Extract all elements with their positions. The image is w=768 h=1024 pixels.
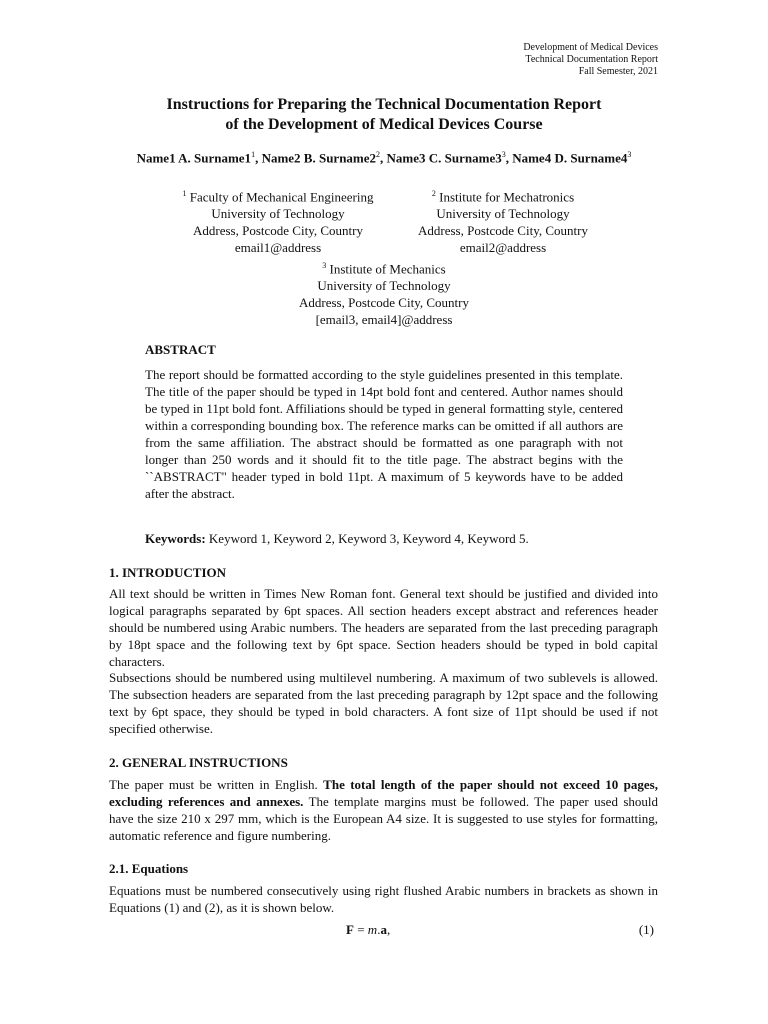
keywords-list: Keyword 1, Keyword 2, Keyword 3, Keyword 4, Keyword 5. xyxy=(205,531,529,546)
author-list: Name1 A. $Surname1^1$, Name2 B. $Surname2^2$, Name3 C. $Surname3^3$, Name4 D. $Surname4^3$ xyxy=(136,150,632,166)
abstract-heading: ABSTRACT xyxy=(145,342,216,357)
author-2: Name2 B. Surname2 xyxy=(261,150,377,166)
author-3: Name3 C. Surname3 xyxy=(386,150,502,166)
equation-1-body: F = m.a, xyxy=(346,922,391,937)
equations-paragraph: Equations must be numbered consecutively using right flushed Arabic numbers in brackets as shown in Equations (1) and (2), as it is shown below. xyxy=(109,883,658,915)
header-semester: Fall Semester, 2021 xyxy=(578,66,658,77)
section-heading-general: 2. GENERAL INSTRUCTIONS xyxy=(109,755,288,770)
keywords-label: Keywords: xyxy=(145,531,206,546)
section-heading-introduction: 1. INTRODUCTION xyxy=(109,565,227,580)
affiliation-3: $^3$ Institute of Mechanics University of Technology Address, Postcode City, Country [email3, email4]@address xyxy=(299,261,469,328)
paper-title: Instructions for Preparing the Technical Documentation Report of the Development of Medical Devices Course xyxy=(166,96,602,133)
affiliation-1: $^1$ Faculty of Mechanical Engineering University of Technology Address, Postcode City, Country email1@address xyxy=(182,189,374,256)
header-report: Technical Documentation Report xyxy=(525,54,658,65)
intro-paragraph-2: Subsections should be numbered using multilevel numbering. A maximum of two sublevels is allowed. The subsection headers are separated from the last preceding paragraph by 12pt space and the following text by 6pt space, they should be typed in bold characters. A font size of 11pt should be used if not specified otherwise. xyxy=(109,670,658,736)
keywords xyxy=(145,531,529,547)
intro-paragraph-1: All text should be written in Times New Roman font. General text should be justified and divided into logical paragraphs separated by 6pt spaces. All section headers except abstract and references header should be numbered using Arabic numbers. The headers are separated from the last preceding paragraph by 18pt space and the following text by 6pt space. Section headers should be typed in bold capital characters. xyxy=(109,586,658,669)
subsection-heading-equations: 2.1. Equations xyxy=(109,861,189,876)
affiliation-2: $^2$ Institute for Mechatronics University of Technology Address, Postcode City, Country email2@address xyxy=(418,189,588,256)
header-course: Development of Medical Devices xyxy=(523,42,658,53)
abstract-text: The report should be formatted according to the style guidelines presented in this template. The title of the paper should be typed in 14pt bold font and centered. Author names should be typed in 11pt bold font. Affiliations should be typed in general formatting style, centered within a corresponding bounding box. The reference marks can be omitted if all authors are from the same affiliation. The abstract should be formatted as one paragraph with not longer than 250 words and it should fit to the title page. The abstract begins with the ``ABSTRACT" header typed in bold 11pt. A maximum of 5 keywords have to be added after the abstract. xyxy=(145,367,623,501)
author-4: Name4 D. Surname4 xyxy=(512,150,628,166)
general-paragraph-1: The paper must be written in English. The total length of the paper should not exceed 10 pages, excluding references and annexes. The template margins must be followed. The paper used should have the size 210 x 297 mm, which is the European A4 size. It is suggested to use styles for formatting, automatic reference and figure numbering. xyxy=(109,777,658,843)
equation-1-number: (1) xyxy=(638,922,654,937)
author-1: Name1 A. Surname1 xyxy=(136,150,252,166)
running-header xyxy=(523,42,658,78)
